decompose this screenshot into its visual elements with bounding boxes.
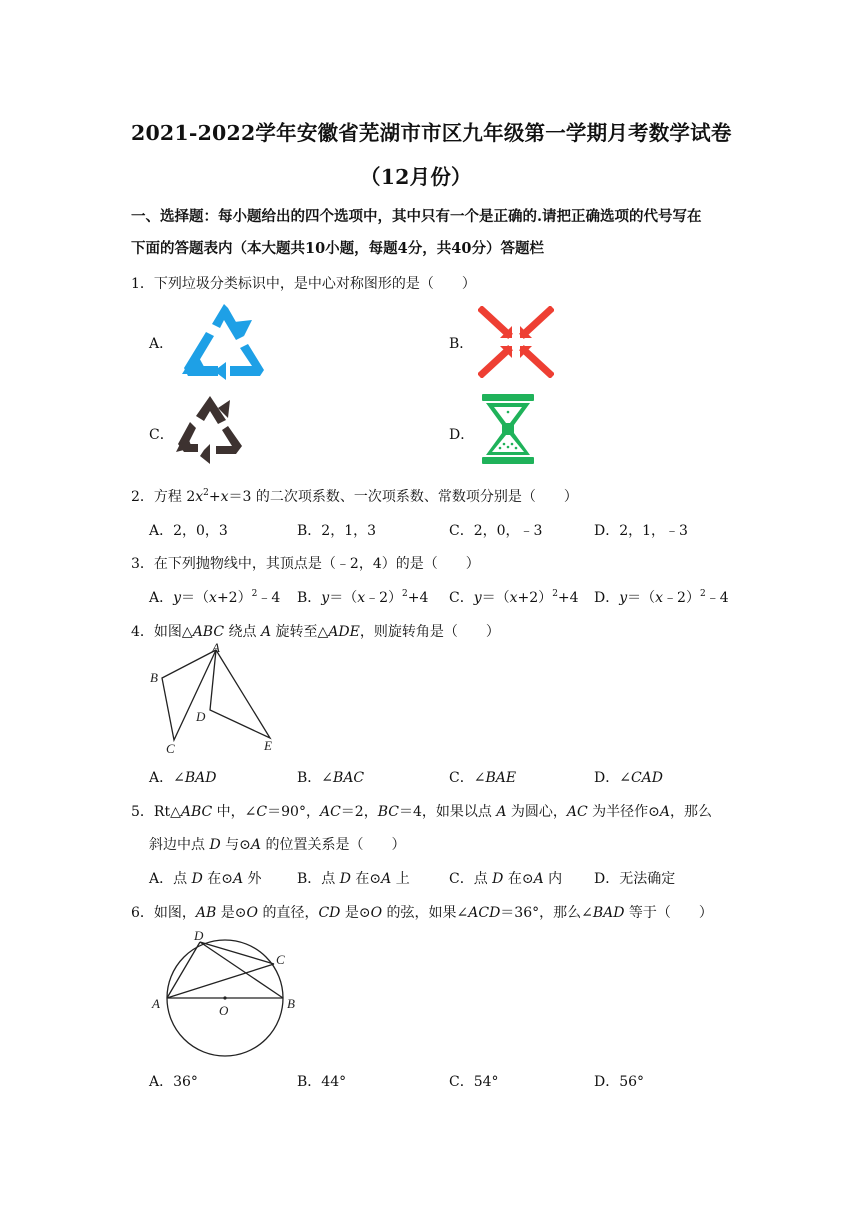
question-5-stem-line1 <box>131 801 712 821</box>
q6-option-b: B．44° <box>297 1074 347 1090</box>
q5-b-p: B．点 <box>297 871 340 887</box>
q5-b-m: 在⊙ <box>350 871 382 887</box>
q5-c-a: A <box>533 871 544 887</box>
question-2-stem <box>131 486 578 506</box>
q4-a-angle: BAD <box>184 770 217 786</box>
q5-c-d: D <box>492 871 504 887</box>
question-4-stem <box>131 621 500 641</box>
q5-c: C <box>256 804 268 820</box>
q4-d-angle: CAD <box>630 770 664 786</box>
q3-a-label: A． <box>149 590 174 606</box>
q4-a: A <box>260 624 272 640</box>
q5-option-b <box>297 868 410 888</box>
q6-o2: O <box>370 905 383 921</box>
q6-label-b: B <box>287 996 295 1011</box>
q5-b-s: 上 <box>391 871 410 887</box>
q3-a-exp: 2 <box>251 589 258 599</box>
q6-label-a: A <box>152 996 160 1011</box>
q4-label-e: E <box>264 738 272 753</box>
q3-option-b <box>297 587 428 607</box>
q6-t2: 是⊙ <box>216 905 247 921</box>
q1-option-d-label: D． <box>449 427 475 443</box>
q4-s2: 绕点 <box>224 624 261 640</box>
page-subtitle: （12月份） <box>360 165 472 189</box>
q5-a-p: A．点 <box>149 871 192 887</box>
q5-t5: ＝4，如果以点 <box>398 804 497 820</box>
q3-a-x: x <box>209 590 217 606</box>
q5-t10: 与⊙ <box>220 837 251 853</box>
q3-c-label: C． <box>449 590 474 606</box>
q3-d-const: ﹣4 <box>705 590 729 606</box>
q5-t1: 5．Rt△ <box>131 804 181 820</box>
q4-label-a: A <box>212 640 220 655</box>
q2-var-x: x <box>195 489 204 505</box>
page-title: 2021-2022学年安徽省芜湖市市区九年级第一学期月考数学试卷 <box>131 121 732 145</box>
q5-option-c <box>449 868 562 888</box>
q3-b-const: +4 <box>407 590 429 606</box>
q6-option-a: A．36° <box>149 1074 198 1090</box>
q3-b-exp: 2 <box>402 589 408 599</box>
q6-ab: AB <box>195 905 217 921</box>
q3-c-exp: 2 <box>552 589 558 599</box>
q5-a-s: 外 <box>243 871 262 887</box>
q5-c-m: 在⊙ <box>503 871 534 887</box>
q4-s3: 旋转至△ <box>271 624 329 640</box>
q2-option-d: D．2，1，﹣3 <box>594 523 688 539</box>
q4-b-label: B．∠ <box>297 770 334 786</box>
q6-t3: 的直径， <box>258 905 319 921</box>
green-hourglass-icon <box>480 392 536 466</box>
q3-c-shift: +2） <box>517 590 553 606</box>
question-6-stem <box>131 902 713 922</box>
q5-t7: 为半径作⊙ <box>587 804 660 820</box>
q4-s1: 4．如图△ <box>131 624 193 640</box>
q5-d-p: D．无法确定 <box>594 871 676 887</box>
q3-c-eq: ＝（ <box>481 590 510 606</box>
q3-a-eq: ＝（ <box>181 590 210 606</box>
q6-t5: 的弦，如果∠ <box>382 905 469 921</box>
q3-a-shift: +2） <box>216 590 252 606</box>
q5-b-a: A <box>381 871 392 887</box>
q3-option-d <box>594 587 729 607</box>
q3-d-eq: ＝（ <box>627 590 656 606</box>
q5-a2: A <box>659 804 671 820</box>
recycle-blue-icon <box>178 302 270 380</box>
q2-stem-pre: 2．方程 2 <box>131 489 196 505</box>
q1-option-b-label: B． <box>449 336 474 352</box>
q2-stem-post: ＝3 的二次项系数、一次项系数、常数项分别是（ ） <box>228 489 578 505</box>
q2-var-x2: x <box>220 489 229 505</box>
q6-t1: 6．如图， <box>131 905 196 921</box>
q3-b-y: y <box>321 590 330 606</box>
q5-ac2: AC <box>566 804 588 820</box>
q5-t11: 的位置关系是（ ） <box>261 837 406 853</box>
q4-s4: ，则旋转角是（ ） <box>359 624 500 640</box>
q6-label-c: C <box>276 952 285 967</box>
q5-c-p: C．点 <box>449 871 493 887</box>
q4-label-c: C <box>166 741 175 756</box>
q5-d: D <box>209 837 221 853</box>
q2-option-a: A．2，0，3 <box>149 523 228 539</box>
q2-exponent: 2 <box>203 488 209 498</box>
q3-c-const: +4 <box>557 590 579 606</box>
q4-b-angle: BAC <box>333 770 365 786</box>
q4-ade: ADE <box>328 624 360 640</box>
q3-c-y: y <box>473 590 482 606</box>
q5-a3: A <box>250 837 261 853</box>
q5-t9: 斜边中点 <box>149 837 210 853</box>
q6-circle-figure <box>148 924 308 1060</box>
q6-t7: 等于（ ） <box>624 905 713 921</box>
q5-a-a: A <box>232 871 244 887</box>
q3-b-shift: ﹣2） <box>365 590 403 606</box>
q3-a-const: ﹣4 <box>257 590 281 606</box>
q3-d-exp: 2 <box>699 589 706 599</box>
q4-option-b <box>297 767 364 787</box>
q6-o: O <box>246 905 258 921</box>
recycle-dark-icon <box>176 394 244 466</box>
q3-c-x: x <box>509 590 518 606</box>
q5-t8: ，那么 <box>670 804 713 820</box>
q5-t2: 中，∠ <box>212 804 257 820</box>
q6-option-c: C．54° <box>449 1074 499 1090</box>
q6-label-o: O <box>219 1003 229 1018</box>
q4-label-d: D <box>196 709 206 724</box>
q6-label-d: D <box>194 928 204 943</box>
q3-d-label: D． <box>594 590 620 606</box>
q2-option-b: B．2，1，3 <box>297 523 377 539</box>
q5-t4: ＝2， <box>340 804 378 820</box>
q5-ac: AC <box>319 804 341 820</box>
q5-bc: BC <box>377 804 399 820</box>
q3-d-shift: ﹣2） <box>663 590 700 606</box>
q4-option-d <box>594 767 663 787</box>
q6-cd: CD <box>318 905 341 921</box>
q2-plus: + <box>208 489 221 505</box>
q4-abc: ABC <box>192 624 225 640</box>
q6-option-d: D．56° <box>594 1074 645 1090</box>
q4-c-label: C．∠ <box>449 770 486 786</box>
section-heading-line1: 一、选择题：每小题给出的四个选项中，其中只有一个是正确的.请把正确选项的代号写在 <box>131 208 702 225</box>
question-5-stem-line2 <box>149 834 405 854</box>
q3-option-c <box>449 587 579 607</box>
q5-abc: ABC <box>180 804 213 820</box>
q3-b-label: B． <box>297 590 322 606</box>
q3-b-x: x <box>357 590 366 606</box>
q6-t4: 是⊙ <box>340 905 371 921</box>
q4-label-b: B <box>150 670 158 685</box>
q5-t3: ＝90°， <box>267 804 320 820</box>
q3-d-x: x <box>655 590 664 606</box>
q6-bad: BAD <box>592 905 625 921</box>
q3-b-eq: ＝（ <box>329 590 358 606</box>
q5-t6: 为圆心， <box>506 804 567 820</box>
q5-a-d: D <box>191 871 203 887</box>
q4-c-angle: BAE <box>485 770 517 786</box>
q6-acd: ACD <box>468 905 501 921</box>
q5-a: A <box>496 804 507 820</box>
q3-d-y: y <box>619 590 628 606</box>
q4-triangle-figure <box>146 640 286 760</box>
q5-a-m: 在⊙ <box>202 871 233 887</box>
q4-a-label: A．∠ <box>149 770 185 786</box>
q5-option-d <box>594 868 675 888</box>
q2-option-c: C．2，0，﹣3 <box>449 523 543 539</box>
q3-option-a <box>149 587 280 607</box>
q6-t6: ＝36°，那么∠ <box>500 905 593 921</box>
q5-option-a <box>149 868 262 888</box>
question-3-stem: 3．在下列抛物线中，其顶点是（﹣2，4）的是（ ） <box>131 556 480 572</box>
q3-a-y: y <box>173 590 182 606</box>
q4-d-label: D．∠ <box>594 770 631 786</box>
q1-option-a-label: A． <box>149 336 174 352</box>
red-arrows-x-icon <box>478 306 554 378</box>
q4-option-a <box>149 767 216 787</box>
section-heading-line2: 下面的答题表内（本大题共10小题，每题4分，共40分）答题栏 <box>131 240 544 257</box>
q4-option-c <box>449 767 516 787</box>
q5-b-d: D <box>339 871 351 887</box>
question-1-stem: 1．下列垃圾分类标识中，是中心对称图形的是（ ） <box>131 276 476 292</box>
q1-option-c-label: C． <box>149 427 174 443</box>
q5-c-s: 内 <box>543 871 563 887</box>
